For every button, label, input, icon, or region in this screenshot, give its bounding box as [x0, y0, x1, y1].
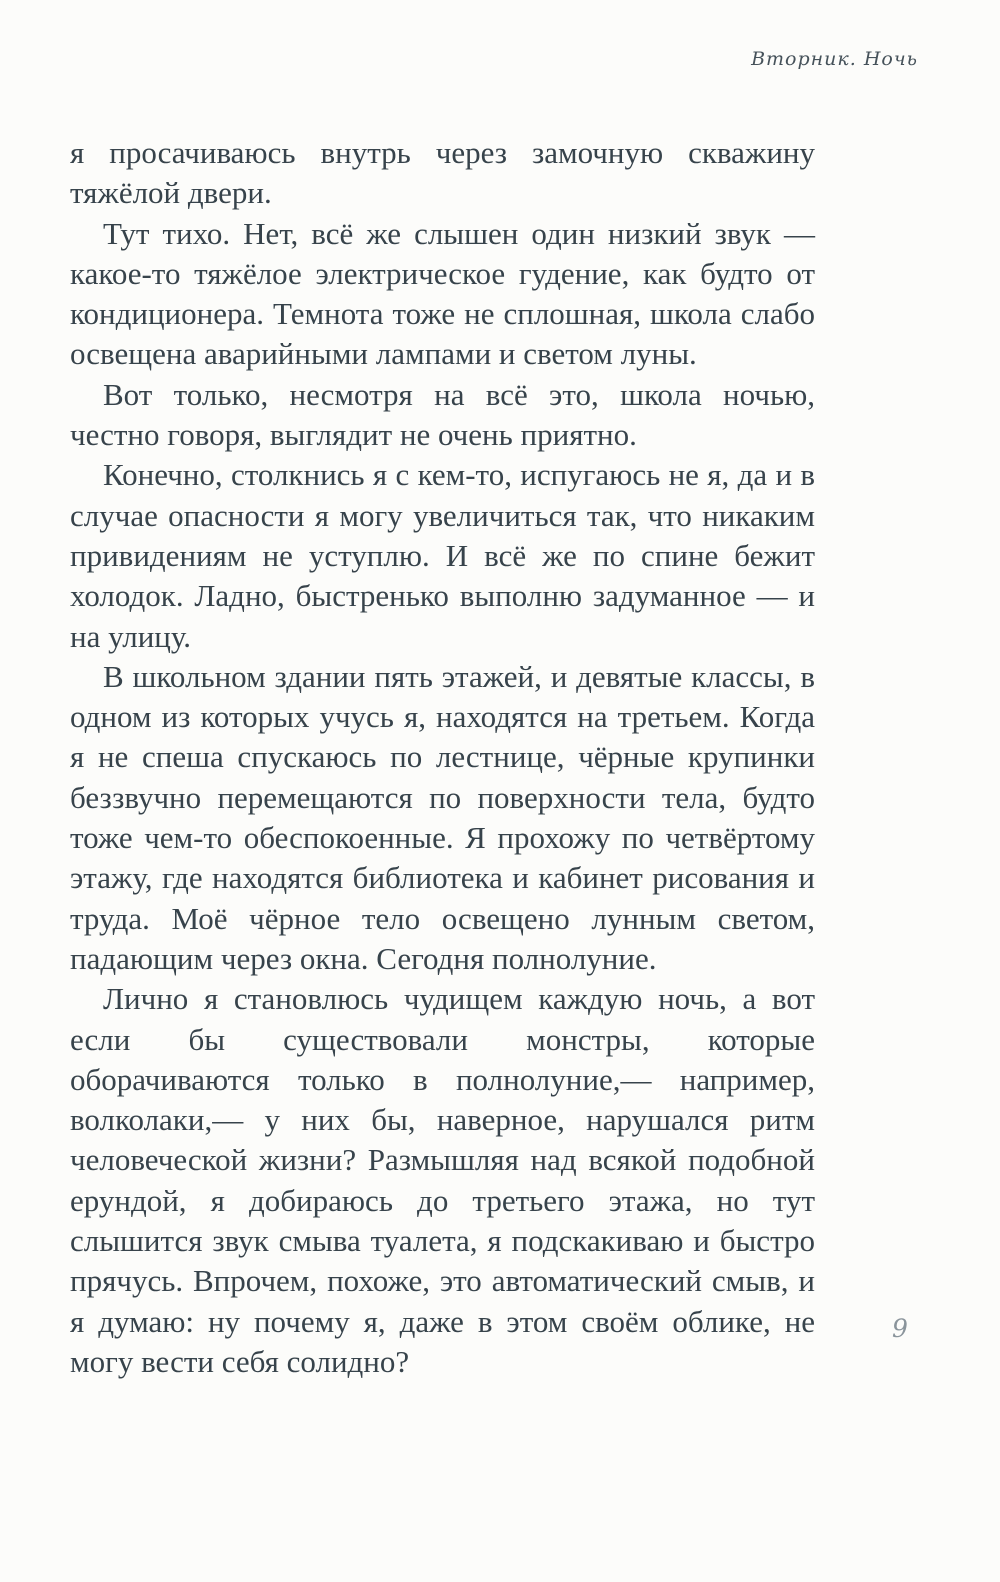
paragraph: В школьном здании пять этажей, и девятые классы, в одном из которых учусь я, находятся на третьем. Когда я не спеша спускаюсь по лестнице, чёрные крупинки беззвучно перемещаются по поверхности тела, будто тоже чем-то обеспокоенные. Я прохожу по четвёртому этажу, где находятся библиотека и кабинет рисования и труда. Моё чёрное тело освещено лунным светом, падающим через окна. Сегодня полнолуние. [70, 658, 815, 976]
paragraph: Лично я становлюсь чудищем каждую ночь, а вот если бы существовали монстры, которые оборачиваются только в полнолуние,— например, волколаки,— у них бы, наверное, нарушался ритм человеческой жизни? Размышляя над всякой подобной ерундой, я добираюсь до третьего этажа, но тут слышится звук смыва туалета, я подскакиваю и быстро прячусь. Впрочем, похоже, это автоматический смыв, и я думаю: ну почему я, даже в этом своём облике, не могу вести себя солидно? [70, 981, 815, 1379]
running-header: Вторник. Ночь [751, 48, 918, 70]
paragraph: Вот только, несмотря на всё это, школа ночью, честно говоря, выглядит не очень приятно. [70, 376, 815, 453]
paragraph: Конечно, столкнись я с кем-то, испугаюсь не я, да и в случае опасности я могу увеличиться так, что никаким привидениям не уступлю. И всё же по спине бежит холодок. Ладно, быстренько выполню задуманное — и на улицу. [70, 457, 815, 654]
page-body [70, 133, 815, 1382]
page-number: 9 [892, 1314, 908, 1343]
paragraph: я просачиваюсь внутрь через замочную скважину тяжёлой двери. [70, 135, 815, 211]
paragraph: Тут тихо. Нет, всё же слышен один низкий звук — какое-то тяжёлое электрическое гудение, как будто от кондиционера. Темнота тоже не сплошная, школа слабо освещена аварийными лампами и светом луны. [70, 215, 815, 372]
